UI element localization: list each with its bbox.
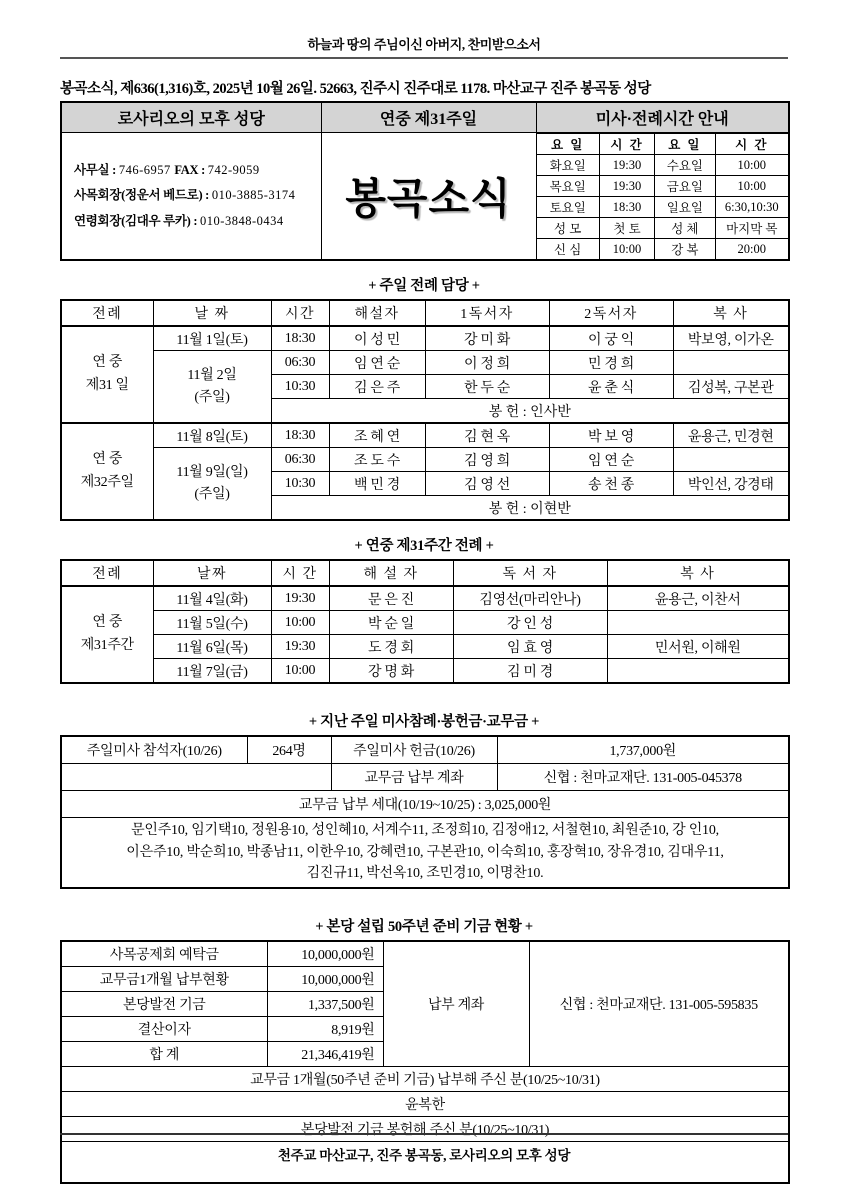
masstime-special-value-left-1: 첫 토 (599, 218, 654, 239)
col-date: 날 짜 (153, 300, 271, 326)
table-header-row (61, 560, 789, 586)
fund-account-value: 신협 : 천마교재단. 131-005-595835 (529, 941, 789, 1067)
reader: 김영선(마리안나) (453, 586, 607, 611)
reader: 강 인 성 (453, 611, 607, 635)
commentator: 도 경 회 (329, 635, 453, 659)
footer (60, 1133, 788, 1164)
col-time: 시 간 (271, 560, 329, 586)
fund-title: + 본당 설립 50주년 준비 기금 현황 + (315, 919, 533, 936)
masstime-col-time-1: 시 간 (599, 134, 654, 155)
fund-label: 합 계 (61, 1042, 267, 1067)
weekday-date: 11월 6일(목) (153, 635, 271, 659)
commentator: 조 혜 연 (329, 423, 425, 448)
masstime-special-label-left-1: 성 모 (537, 218, 600, 239)
masstime-table-cell (536, 133, 789, 261)
commentator: 이 성 민 (329, 326, 425, 351)
masstime-col-time-2: 시 간 (715, 134, 788, 155)
contact-fax-label: FAX : (174, 163, 208, 178)
col-liturgy: 전례 (61, 300, 153, 326)
reader2: 윤 춘 식 (549, 375, 673, 399)
masstime-day: 수요일 (655, 155, 715, 176)
group-name-line1: 연 중 (92, 452, 123, 468)
group-name (61, 423, 153, 520)
contact-funeral-chair (72, 209, 315, 234)
table-row (61, 326, 789, 351)
fund-note-2: 본당발전 기금 봉헌해 주신 분(10/25~10/31) (61, 1117, 789, 1142)
masstime-time: 18:30 (599, 197, 654, 218)
col-reader1: 1독서자 (425, 300, 549, 326)
fund-amount: 1,337,500원 (267, 992, 383, 1017)
masstime-time: 19:30 (599, 155, 654, 176)
masstime-day: 일요일 (655, 197, 715, 218)
servers: 김성복, 구본관 (673, 375, 789, 399)
group-name-line2: 제32주일 (80, 474, 134, 490)
masthead-divider (60, 57, 788, 59)
fund-amount: 10,000,000원 (267, 967, 383, 992)
donor-list-line: 김진규11, 박선옥10, 조민경10, 이명찬10. (306, 866, 544, 882)
masstime-special-label-right-2: 강 복 (655, 239, 715, 260)
account-label: 교무금 납부 계좌 (331, 764, 497, 791)
masstime-col-day-2: 요 일 (655, 134, 715, 155)
mass-time: 06:30 (271, 351, 329, 375)
servers: 박보영, 이가온 (673, 326, 789, 351)
mass-time: 06:30 (271, 448, 329, 472)
masstime-time: 10:00 (715, 176, 788, 197)
reader1: 김 영 희 (425, 448, 549, 472)
table-row (61, 1067, 789, 1092)
table-row (61, 736, 789, 764)
contact-fax-value: 742-9059 (207, 163, 260, 178)
table-row (61, 448, 789, 472)
masstime-table (537, 133, 789, 259)
masstime-day: 화요일 (537, 155, 600, 176)
fund-label: 결산이자 (61, 1017, 267, 1042)
sunday-date (153, 351, 271, 424)
col-reader2: 2독서자 (549, 300, 673, 326)
commentator: 박 순 일 (329, 611, 453, 635)
parish-name-header: 로사리오의 모후 성당 (61, 102, 321, 133)
reader1: 강 미 화 (425, 326, 549, 351)
col-servers: 복 사 (607, 560, 789, 586)
servers (607, 659, 789, 684)
contact-office (72, 158, 315, 183)
fund-label: 본당발전 기금 (61, 992, 267, 1017)
commentator: 강 명 화 (329, 659, 453, 684)
masstime-special-value-right-2: 20:00 (715, 239, 788, 260)
masthead-table (60, 101, 790, 261)
masstime-day: 목요일 (537, 176, 600, 197)
masstime-time: 10:00 (715, 155, 788, 176)
col-commentator: 해설자 (329, 300, 425, 326)
sunday-name-header: 연중 제31주일 (321, 102, 536, 133)
masstime-special-value-right-1: 마지막 목 (715, 218, 788, 239)
weekday-date: 11월 4일(화) (153, 586, 271, 611)
fund-account-label: 납부 계좌 (383, 941, 529, 1067)
fund-amount: 8,919원 (267, 1017, 383, 1042)
mass-time: 10:30 (271, 472, 329, 496)
group-name (61, 586, 153, 683)
saturday-date: 11월 1일(토) (153, 326, 271, 351)
table-row (61, 351, 789, 375)
group-name (61, 326, 153, 423)
masstime-row (537, 176, 789, 197)
masstime-header: 미사·전례시간 안내 (536, 102, 789, 133)
mass-time: 10:00 (271, 659, 329, 684)
table-row (61, 818, 789, 889)
sunday-date-line1: 11월 2일 (187, 367, 237, 383)
commentator: 임 연 순 (329, 351, 425, 375)
masstime-time: 19:30 (599, 176, 654, 197)
reader2: 송 천 종 (549, 472, 673, 496)
servers: 민서원, 이해원 (607, 635, 789, 659)
col-servers: 복 사 (673, 300, 789, 326)
commentator: 조 도 수 (329, 448, 425, 472)
masstime-time: 6:30,10:30 (715, 197, 788, 218)
reader1: 한 두 순 (425, 375, 549, 399)
table-row (61, 586, 789, 611)
contact-pastoral-chair (72, 183, 315, 208)
contact-block (61, 133, 321, 261)
col-time: 시간 (271, 300, 329, 326)
reader1: 김 현 옥 (425, 423, 549, 448)
masthead-slogan: 하늘과 땅의 주님이신 아버지, 찬미받으소서 (307, 37, 541, 52)
group-name-line1: 연 중 (92, 355, 123, 371)
offering-empty-cell (61, 764, 331, 791)
commentator: 문 은 진 (329, 586, 453, 611)
masstime-special-value-left-2: 10:00 (599, 239, 654, 260)
sunday-date (153, 448, 271, 521)
col-commentator: 해 설 자 (329, 560, 453, 586)
sunday-liturgy-title: + 주일 전례 담당 + (368, 278, 480, 294)
mass-time: 18:30 (271, 423, 329, 448)
weekday-date: 11월 7일(금) (153, 659, 271, 684)
table-row (61, 611, 789, 635)
group-name-line1: 연 중 (92, 615, 123, 631)
masstime-row (537, 197, 789, 218)
donor-list-line: 문인주10, 임기택10, 정원용10, 성인혜10, 서계수11, 조정희10, 김정애12, 서철현10, 최원준10, 강 인10, (131, 823, 719, 838)
masstime-special-label-right-1: 성 체 (655, 218, 715, 239)
servers (607, 611, 789, 635)
reader1: 이 정 희 (425, 351, 549, 375)
bulletin-title: 봉곡소식 (345, 177, 512, 223)
reader2: 임 연 순 (549, 448, 673, 472)
contact-office-label: 사무실 : (74, 163, 119, 178)
weekday-liturgy-title: + 연중 제31주간 전례 + (354, 538, 494, 554)
fund-label: 교무금1개월 납부현황 (61, 967, 267, 992)
masstime-special-row-1 (537, 218, 789, 239)
sunday-liturgy-table (60, 299, 790, 521)
reader1: 김 영 선 (425, 472, 549, 496)
table-row (61, 764, 789, 791)
offering-group: 봉 헌 : 이현반 (271, 496, 789, 521)
attendance-label: 주일미사 참석자(10/26) (61, 736, 247, 764)
masstime-col-day-1: 요 일 (537, 134, 600, 155)
offering-table (60, 735, 790, 889)
attendance-value: 264명 (247, 736, 331, 764)
col-date: 날짜 (153, 560, 271, 586)
servers: 윤용근, 민경현 (673, 423, 789, 448)
col-liturgy: 전례 (61, 560, 153, 586)
masstime-special-label-left-2: 신 심 (537, 239, 600, 260)
account-value: 신협 : 천마교재단. 131-005-045378 (497, 764, 789, 791)
reader: 김 미 경 (453, 659, 607, 684)
households-line: 교무금 납부 세대(10/19~10/25) : 3,025,000원 (61, 791, 789, 818)
fund-label: 사목공제회 예탁금 (61, 941, 267, 967)
masstime-special-row-2 (537, 239, 789, 260)
reader: 임 효 영 (453, 635, 607, 659)
mass-time: 19:30 (271, 635, 329, 659)
masstime-day: 토요일 (537, 197, 600, 218)
table-row (61, 659, 789, 684)
masstime-day: 금요일 (655, 176, 715, 197)
donation-value: 1,737,000원 (497, 736, 789, 764)
servers: 박인선, 강경태 (673, 472, 789, 496)
weekday-date: 11월 5일(수) (153, 611, 271, 635)
offering-title: + 지난 주일 미사참례·봉헌금·교무금 + (308, 714, 540, 730)
fund-amount: 21,346,419원 (267, 1042, 383, 1067)
sunday-date-line2: (주일) (194, 486, 230, 502)
bulletin-title-cell (321, 133, 536, 261)
table-row (61, 791, 789, 818)
servers (673, 351, 789, 375)
reader2: 이 궁 익 (549, 326, 673, 351)
table-row (61, 941, 789, 967)
mass-time: 10:00 (271, 611, 329, 635)
table-row (61, 423, 789, 448)
table-header-row (61, 300, 789, 326)
footer-text: 천주교 마산교구, 진주 봉곡동, 로사리오의 모후 성당 (277, 1148, 571, 1163)
contact-pastoral-chair-value: 010-3885-3174 (211, 188, 296, 203)
weekday-liturgy-table (60, 559, 790, 684)
fund-note-1-donors: 윤복한 (61, 1092, 789, 1117)
commentator: 김 은 주 (329, 375, 425, 399)
donor-list (61, 818, 789, 889)
offering-group: 봉 헌 : 인사반 (271, 399, 789, 424)
servers: 윤용근, 이찬서 (607, 586, 789, 611)
sunday-date-line1: 11월 9일(일) (176, 464, 248, 480)
servers (673, 448, 789, 472)
masstime-row (537, 155, 789, 176)
mass-time: 19:30 (271, 586, 329, 611)
fund-note-1: 교무금 1개월(50주년 준비 기금) 납부해 주신 분(10/25~10/31) (61, 1067, 789, 1092)
mass-time: 18:30 (271, 326, 329, 351)
issue-line: 봉곡소식, 제636(1,316)호, 2025년 10월 26일. 52663, 진주시 진주대로 1178. 마산교구 진주 봉곡동 성당 (60, 81, 651, 97)
fund-amount: 10,000,000원 (267, 941, 383, 967)
group-name-line2: 제31주간 (80, 637, 134, 653)
table-row (61, 635, 789, 659)
table-row (61, 1092, 789, 1117)
reader2: 민 경 희 (549, 351, 673, 375)
contact-funeral-chair-value: 010-3848-0434 (200, 213, 284, 228)
saturday-date: 11월 8일(토) (153, 423, 271, 448)
donor-list-line: 이은주10, 박순희10, 박종남11, 이한우10, 강혜련10, 구본관10, 이숙희10, 홍장혁10, 장유경10, 김대우11, (126, 844, 724, 860)
mass-time: 10:30 (271, 375, 329, 399)
sunday-date-line2: (주일) (194, 389, 230, 405)
contact-pastoral-chair-label: 사목회장(정운서 베드로) : (74, 188, 212, 203)
contact-office-value: 746-6957 (118, 163, 175, 178)
commentator: 백 민 경 (329, 472, 425, 496)
reader2: 박 보 영 (549, 423, 673, 448)
col-reader: 독 서 자 (453, 560, 607, 586)
group-name-line2: 제31 일 (85, 377, 129, 393)
contact-funeral-chair-label: 연령회장(김대우 루카) : (74, 213, 201, 228)
donation-label: 주일미사 헌금(10/26) (331, 736, 497, 764)
